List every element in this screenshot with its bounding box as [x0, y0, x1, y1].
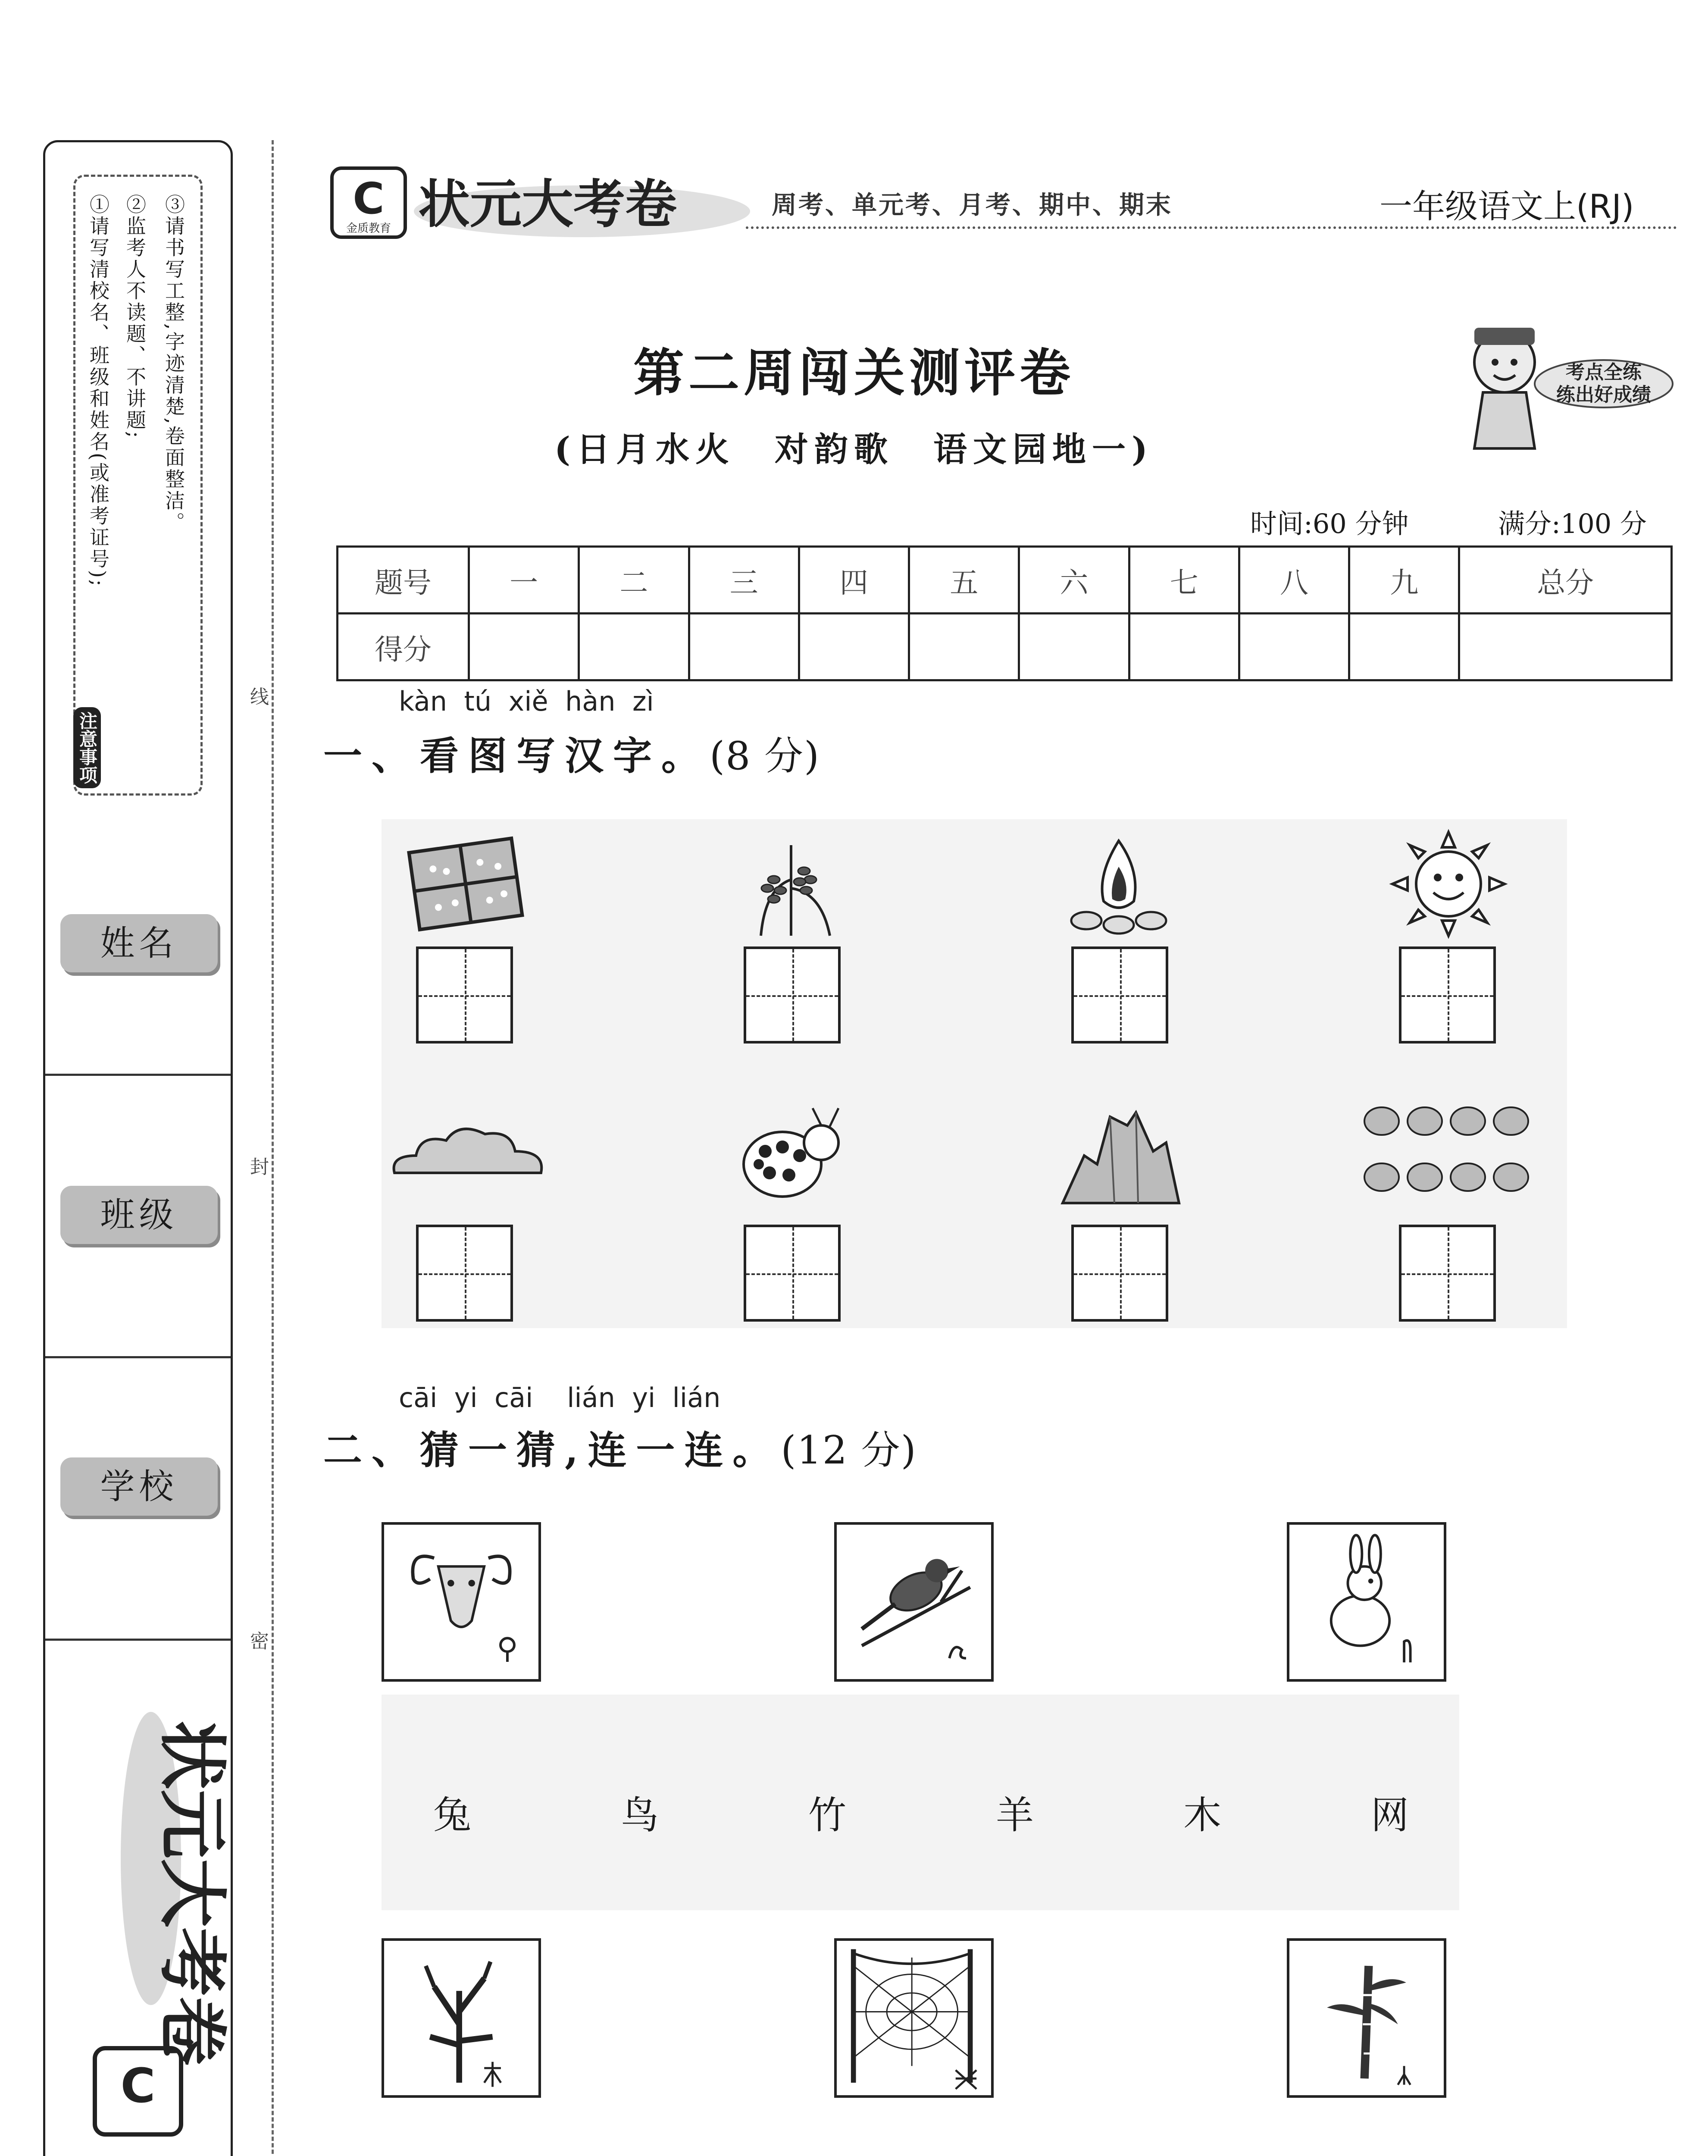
rabbit-picture-box[interactable] — [1287, 1522, 1446, 1682]
writing-grid-8[interactable] — [1399, 1225, 1496, 1322]
notice-line-3: ③请书写工整,字迹清楚,卷面整洁。 — [162, 194, 185, 534]
score-col-7: 七 — [1129, 547, 1239, 614]
char-option-net[interactable]: 网 — [1371, 1793, 1409, 1837]
score-col-5: 五 — [909, 547, 1019, 614]
sun-icon — [1384, 828, 1513, 940]
net-icon — [837, 1941, 991, 2095]
section1-score: (8 分) — [710, 733, 820, 779]
score-table-header-row — [338, 547, 1672, 614]
svg-text:金质教育: 金质教育 — [346, 222, 391, 235]
bamboo-picture-box[interactable] — [1287, 1938, 1446, 2098]
char-option-bamboo[interactable]: 竹 — [808, 1793, 847, 1837]
mascot-icon — [1448, 319, 1673, 453]
cut-mark-seal: 封 — [250, 1156, 269, 1178]
section2-pinyin: cāi yi cāi lián yi lián — [399, 1382, 721, 1413]
writing-grid-4[interactable] — [1399, 946, 1496, 1044]
page-subtitle: (日月水火 对韵歌 语文园地一) — [554, 430, 1154, 469]
school-field-label: 学校 — [60, 1457, 218, 1516]
score-col-9: 九 — [1349, 547, 1459, 614]
score-col-6: 六 — [1019, 547, 1129, 614]
class-field-label: 班级 — [60, 1186, 218, 1244]
score-cell[interactable] — [689, 614, 799, 680]
section1-pinyin: kàn tú xiě hàn zì — [399, 686, 654, 717]
section1-panel — [382, 819, 1567, 1328]
writing-grid-6[interactable] — [744, 1225, 841, 1322]
strip-divider — [45, 1639, 231, 1641]
grade-subject: 一年级语文上(RJ) — [1380, 187, 1634, 226]
svg-text:状元大考卷: 状元大考卷 — [152, 1720, 233, 2066]
writing-grid-7[interactable] — [1071, 1225, 1168, 1322]
strip-divider — [45, 1074, 231, 1076]
writing-grid-2[interactable] — [744, 946, 841, 1044]
score-cell[interactable] — [1129, 614, 1239, 680]
score-col-total: 总分 — [1459, 547, 1672, 614]
fire-icon — [1054, 828, 1183, 940]
cloud-icon — [382, 1100, 554, 1212]
writing-grid-3[interactable] — [1071, 946, 1168, 1044]
goat-icon — [384, 1525, 538, 1679]
bird-icon — [837, 1525, 991, 1679]
score-cell[interactable] — [909, 614, 1019, 680]
notice-line-1: ①请写清校名、班级和姓名(或准考证号); — [87, 194, 110, 588]
tree-icon — [384, 1941, 538, 2095]
net-picture-box[interactable] — [834, 1938, 994, 2098]
strip-divider — [45, 1356, 231, 1358]
sheep-icon — [1358, 1091, 1539, 1216]
exam-time: 时间:60 分钟 — [1250, 508, 1409, 539]
svg-text:练出好成绩: 练出好成绩 — [1556, 384, 1651, 406]
svg-text:C: C — [353, 173, 385, 224]
header-rule — [746, 226, 1677, 229]
writing-grid-5[interactable] — [416, 1225, 513, 1322]
score-cell[interactable] — [579, 614, 689, 680]
notice-title: 注意事项 — [73, 707, 101, 788]
notice-line-2: ②监考人不读题、不讲题; — [123, 194, 147, 440]
char-option-wood[interactable]: 木 — [1183, 1793, 1222, 1837]
section2-title-text: 二、猜一猜,连一连。 — [323, 1427, 781, 1473]
section2-score: (12 分) — [781, 1428, 917, 1473]
score-cell[interactable] — [799, 614, 909, 680]
grain-icon — [726, 828, 856, 940]
section1-title-text: 一、看图写汉字。 — [323, 733, 710, 779]
bird-picture-box[interactable] — [834, 1522, 994, 1682]
svg-text:C: C — [120, 2058, 156, 2113]
score-col-4: 四 — [799, 547, 909, 614]
tree-picture-box[interactable] — [382, 1938, 541, 2098]
score-cell[interactable] — [1239, 614, 1349, 680]
section2-title — [323, 1419, 917, 1475]
series-logo-vertical — [86, 1695, 233, 2147]
section1-title — [323, 724, 820, 780]
score-cell[interactable] — [469, 614, 579, 680]
svg-text:状元大考卷: 状元大考卷 — [418, 174, 677, 235]
page-title: 第二周闯关测评卷 — [633, 343, 1075, 403]
score-col-3: 三 — [689, 547, 799, 614]
char-option-bird[interactable]: 鸟 — [621, 1793, 659, 1837]
mountain-icon — [1054, 1100, 1183, 1212]
cut-mark-secret: 密 — [250, 1630, 269, 1652]
score-row-label: 题号 — [338, 547, 469, 614]
score-col-8: 八 — [1239, 547, 1349, 614]
score-cell[interactable] — [1459, 614, 1672, 680]
char-option-rabbit[interactable]: 兔 — [433, 1793, 472, 1837]
series-logo — [328, 164, 750, 241]
cut-mark-line: 线 — [250, 686, 269, 708]
score-col-1: 一 — [469, 547, 579, 614]
score-table — [336, 545, 1673, 681]
writing-grid-1[interactable] — [416, 946, 513, 1044]
exam-types: 周考、单元考、月考、期中、期末 — [772, 190, 1173, 219]
goat-picture-box[interactable] — [382, 1522, 541, 1682]
score-col-2: 二 — [579, 547, 689, 614]
insect-icon — [726, 1100, 856, 1212]
score-table-score-row — [338, 614, 1672, 680]
char-option-sheep[interactable]: 羊 — [996, 1793, 1034, 1837]
svg-text:考点全练: 考点全练 — [1566, 361, 1642, 383]
section2-panel — [382, 1695, 1459, 1910]
name-field-label: 姓名 — [60, 914, 218, 972]
svg-text:⚲: ⚲ — [497, 1631, 518, 1665]
field-icon — [401, 828, 530, 940]
bamboo-icon — [1289, 1941, 1444, 2095]
score-cell[interactable] — [1019, 614, 1129, 680]
score-cell[interactable] — [1349, 614, 1459, 680]
full-score: 满分:100 分 — [1498, 508, 1647, 539]
rabbit-icon — [1289, 1525, 1444, 1679]
score-row-label: 得分 — [338, 614, 469, 680]
